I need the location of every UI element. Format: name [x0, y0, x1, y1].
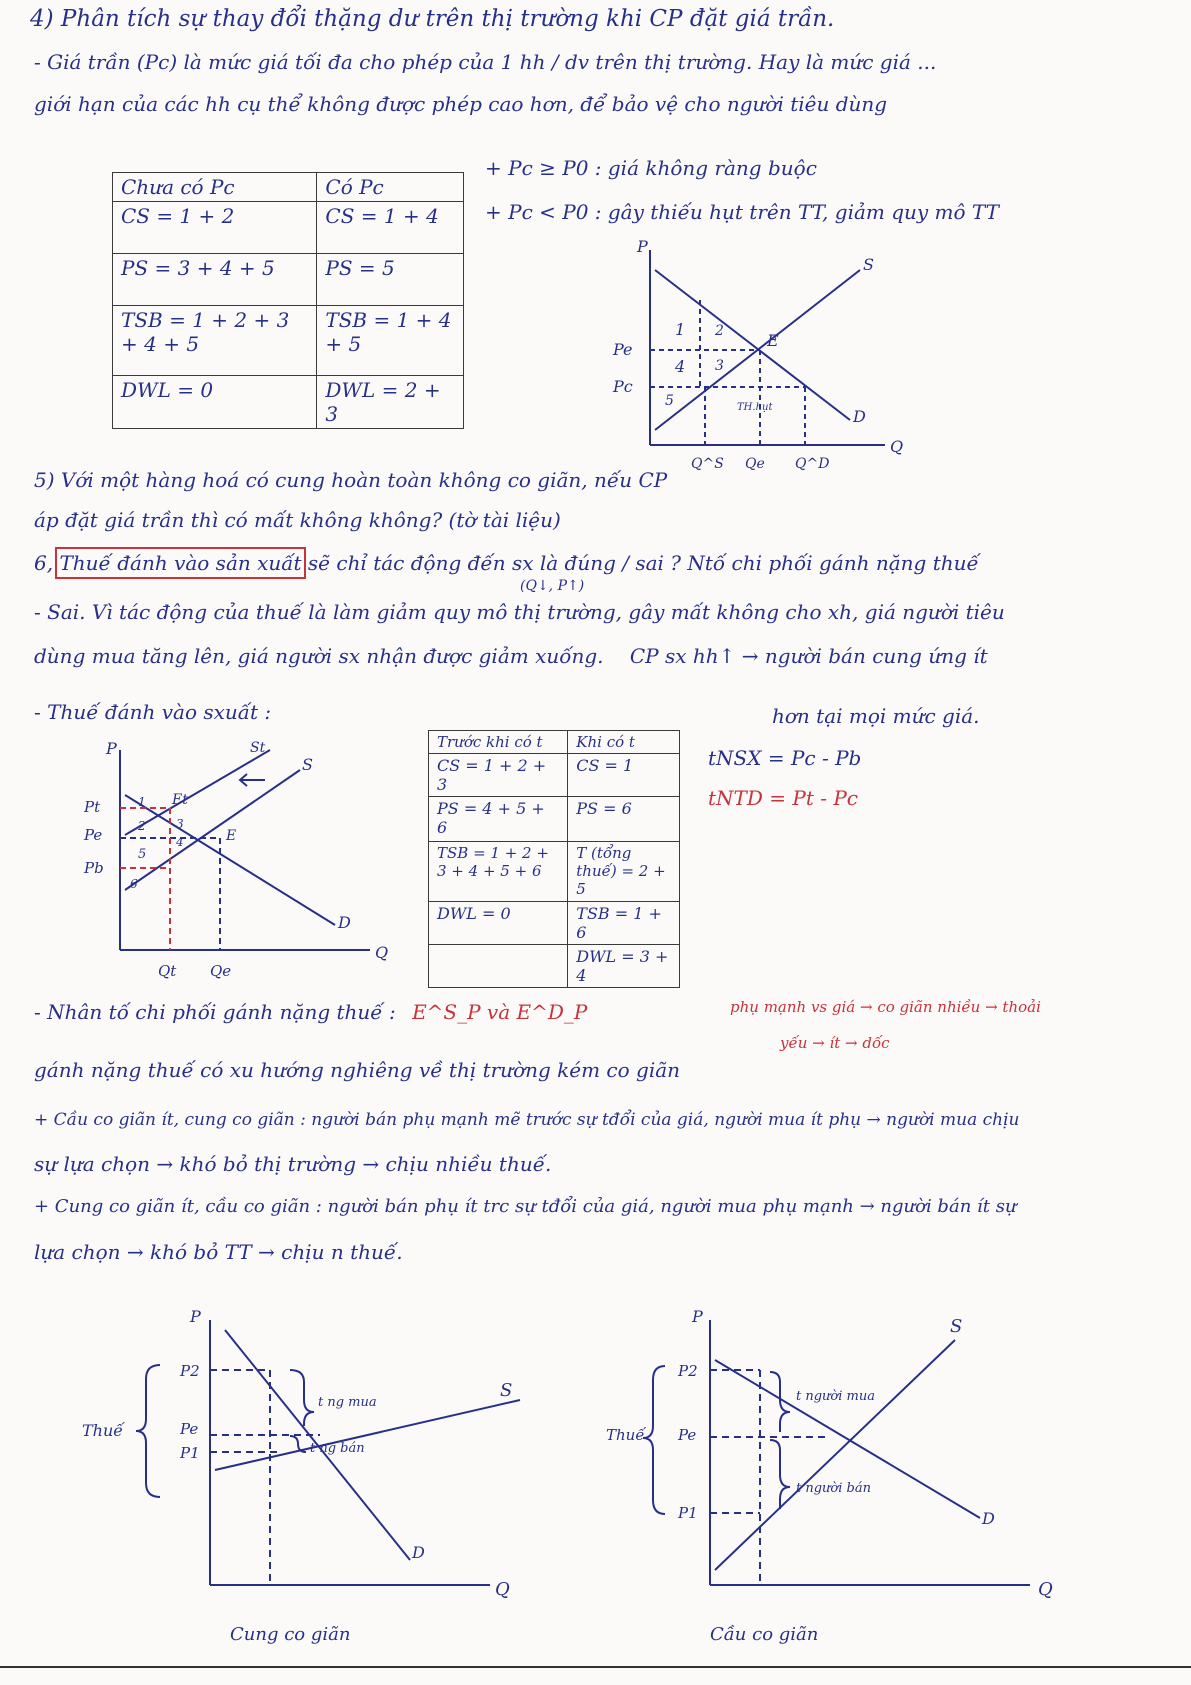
supply-tax-label: St — [250, 740, 266, 756]
table-cell: DWL = 0 — [113, 376, 317, 429]
text-line: + Cầu co giãn ít, cung co giãn : người bán phụ mạnh mẽ trước sự tđổi của giá, người mua ít phụ → người mua chịu — [34, 1110, 1020, 1130]
q-axis-label: Q — [495, 1579, 510, 1600]
tax-formula-producer: tNSX = Pc - Pb — [708, 746, 862, 770]
p2-label: P2 — [678, 1362, 698, 1380]
t-buyer-label: t ng mua — [318, 1395, 377, 1410]
p1-label: P1 — [678, 1504, 698, 1522]
table-cell: CS = 1 + 2 + 3 — [429, 754, 568, 797]
table-cell: DWL = 3 + 4 — [568, 945, 680, 988]
elasticity-note: yếu → ít → dốc — [780, 1034, 890, 1052]
q-axis-label: Q — [890, 437, 904, 456]
region-label: 4 — [176, 835, 184, 849]
demand-label: D — [853, 407, 866, 426]
subheading-tax: - Thuế đánh vào sxuất : — [34, 700, 272, 724]
demand-label: D — [338, 913, 351, 932]
table-cell: TSB = 1 + 2 + 3 + 4 + 5 — [113, 306, 317, 376]
p2-label: P2 — [180, 1362, 200, 1380]
demand-label: D — [982, 1509, 995, 1528]
answer-line — [34, 644, 988, 668]
brace-tax — [136, 1365, 160, 1497]
heading-q4: 4) Phân tích sự thay đổi thặng dư trên thị trường khi CP đặt giá trần. — [30, 6, 835, 32]
brace-buyer — [290, 1370, 314, 1426]
text-line: + Pc ≥ P0 : giá không ràng buộc — [485, 156, 817, 180]
text-line: + Pc < P0 : gây thiếu hụt trên TT, giảm quy mô TT — [485, 200, 999, 224]
region-label: 1 — [138, 795, 146, 809]
table-cell: CS = 1 + 4 — [317, 202, 464, 254]
table-cell — [429, 945, 568, 988]
text-line: - Giá trần (Pc) là mức giá tối đa cho phép của 1 hh / dv trên thị trường. Hay là mức giá ... — [34, 50, 937, 74]
brace-seller — [770, 1440, 790, 1509]
supply-label: S — [950, 1316, 963, 1337]
elastic-demand-graph — [606, 1300, 1090, 1660]
table-cell: PS = 5 — [317, 254, 464, 306]
brace-tax — [643, 1366, 665, 1514]
question-5: 5) Với một hàng hoá có cung hoàn toàn không co giãn, nếu CP — [34, 468, 668, 492]
answer-note: hơn tại mọi mức giá. — [772, 704, 980, 728]
q-axis-label: Q — [375, 943, 389, 962]
region-label: 3 — [715, 358, 724, 374]
pc-label: Pc — [613, 377, 633, 396]
eq-t-label: Et — [172, 792, 188, 808]
answer-line: - Sai. Vì tác động của thuế là làm giảm quy mô thị trường, gây mất không cho xh, giá người tiêu — [34, 600, 1005, 624]
supply-tax-curve — [125, 750, 270, 835]
p-axis-label: P — [190, 1307, 201, 1326]
qt-label: Qt — [158, 962, 177, 980]
t-seller-label: t người bán — [796, 1481, 871, 1496]
pe-label: Pe — [84, 826, 103, 844]
elastic-supply-graph — [82, 1300, 530, 1660]
tax-label: Thuế — [82, 1421, 124, 1440]
supply-label: S — [302, 755, 313, 774]
qe-label: Qe — [745, 456, 765, 472]
table-cell: PS = 3 + 4 + 5 — [113, 254, 317, 306]
region-label: 5 — [138, 847, 147, 862]
table-cell: DWL = 2 + 3 — [317, 376, 464, 429]
table-cell: CS = 1 + 2 — [113, 202, 317, 254]
text-line: giới hạn của các hh cụ thể không được phép cao hơn, để bảo vệ cho người tiêu dùng — [34, 92, 888, 116]
p1-label: P1 — [180, 1444, 200, 1462]
supply-label: S — [863, 255, 874, 274]
region-label: 5 — [665, 393, 674, 409]
q6-note: (Q↓, P↑) — [520, 578, 585, 594]
demand-label: D — [412, 1543, 425, 1562]
table-cell: TSB = 1 + 2 + 3 + 4 + 5 + 6 — [429, 842, 568, 902]
surplus-table-price-ceiling — [112, 172, 464, 429]
table-header: Chưa có Pc — [113, 173, 317, 202]
question-6-boxed: Thuế đánh vào sản xuất — [59, 551, 302, 575]
p-axis-label: P — [692, 1307, 703, 1326]
table-cell: T (tổng thuế) = 2 + 5 — [568, 842, 680, 902]
question-6-rest: sẽ chỉ tác động đến sx là đúng / sai ? Ntố chi phối gánh nặng thuế — [307, 551, 979, 575]
t-seller-label: t ng bán — [310, 1441, 365, 1456]
p-axis-label: P — [637, 237, 648, 256]
page-bottom-rule — [0, 1666, 1191, 1668]
table-cell: CS = 1 — [568, 754, 680, 797]
price-ceiling-graph — [595, 237, 925, 480]
table-cell: TSB = 1 + 6 — [568, 902, 680, 945]
pe-label: Pe — [180, 1420, 199, 1438]
text-line: lựa chọn → khó bỏ TT → chịu n thuế. — [34, 1240, 403, 1264]
tax-burden-text: - Nhân tố chi phối gánh nặng thuế : — [34, 1000, 396, 1024]
question-6-number: 6, — [34, 551, 54, 575]
text-line: gánh nặng thuế có xu hướng nghiêng về thị trường kém co giãn — [34, 1058, 681, 1082]
table-header: Trước khi có t — [429, 731, 568, 754]
question-5-cont: áp đặt giá trần thì có mất không không? (tờ tài liệu) — [34, 508, 561, 532]
answer-text: dùng mua tăng lên, giá người sx nhận được giảm xuống. — [34, 644, 604, 668]
supply-label: S — [500, 1380, 513, 1401]
graph-caption: Cầu co giãn — [710, 1624, 819, 1645]
table-cell: PS = 4 + 5 + 6 — [429, 797, 568, 842]
table-header: Khi có t — [568, 731, 680, 754]
tax-burden-heading — [34, 1000, 587, 1024]
graph-caption: Cung co giãn — [230, 1624, 351, 1645]
qe-label: Qe — [210, 962, 232, 980]
equilibrium-label: E — [767, 331, 779, 350]
t-buyer-label: t người mua — [796, 1389, 875, 1404]
table-header: Có Pc — [317, 173, 464, 202]
pb-label: Pb — [84, 859, 104, 877]
qs-label: Q^S — [691, 456, 724, 472]
pt-label: Pt — [84, 798, 101, 816]
table-cell: PS = 6 — [568, 797, 680, 842]
elasticity-labels: E^S_P và E^D_P — [412, 1000, 588, 1024]
table-cell: TSB = 1 + 4 + 5 — [317, 306, 464, 376]
tax-formula-consumer: tNTD = Pt - Pc — [708, 786, 859, 810]
eq-label: E — [226, 828, 237, 844]
pe-label: Pe — [613, 340, 633, 359]
q-axis-label: Q — [1038, 1579, 1053, 1600]
demand-curve — [655, 270, 850, 420]
region-label: 4 — [675, 357, 686, 376]
region-label: 6 — [130, 877, 138, 891]
answer-note: CP sx hh↑ → người bán cung ứng ít — [629, 644, 988, 668]
supply-curve — [125, 770, 300, 890]
table-cell: DWL = 0 — [429, 902, 568, 945]
p-axis-label: P — [106, 739, 117, 758]
region-label: 1 — [675, 320, 686, 339]
shortage-label: TH.hụt — [737, 402, 773, 413]
region-label: 2 — [715, 323, 724, 339]
supply-curve — [715, 1340, 955, 1570]
elasticity-note: phụ mạnh vs giá → co giãn nhiều → thoải — [730, 998, 1041, 1016]
qd-label: Q^D — [795, 456, 830, 472]
region-label: 2 — [138, 819, 146, 833]
region-label: 3 — [176, 817, 184, 831]
text-line: sự lựa chọn → khó bỏ thị trường → chịu nhiều thuế. — [34, 1152, 552, 1176]
pe-label: Pe — [678, 1426, 697, 1444]
tax-graph — [70, 740, 400, 990]
demand-curve — [125, 795, 335, 925]
tax-label: Thuế — [606, 1426, 645, 1444]
question-6 — [34, 551, 979, 575]
text-line: + Cung co giãn ít, cầu co giãn : người bán phụ ít trc sự tđổi của giá, người mua phụ mạnh → người bán ít sự — [34, 1196, 1017, 1217]
surplus-table-tax — [428, 730, 680, 988]
